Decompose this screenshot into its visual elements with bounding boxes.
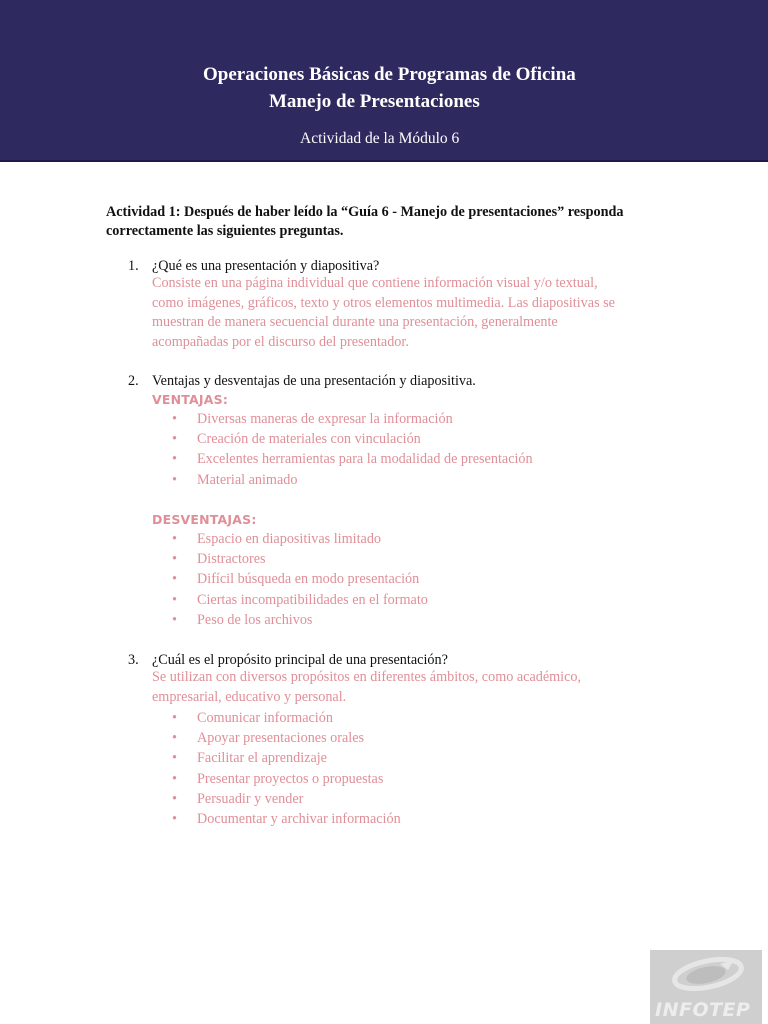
list-item: • Apoyar presentaciones orales <box>172 728 401 748</box>
desventajas-list <box>172 529 428 630</box>
bullet-icon: • <box>172 591 177 608</box>
bullet-icon: • <box>172 571 177 588</box>
list-item: • Creación de materiales con vinculación <box>172 429 533 449</box>
list-item: • Distractores <box>172 549 428 569</box>
question-number: 3. <box>128 652 139 668</box>
header-title-line2: Manejo de Presentaciones <box>269 91 480 112</box>
bullet-icon: • <box>172 451 177 468</box>
question-number: 2. <box>128 373 139 389</box>
bullet-icon: • <box>172 710 177 726</box>
answer-1 <box>152 274 652 352</box>
answer-line: acompañadas por el discurso del presentador. <box>152 333 409 350</box>
bullet-icon: • <box>172 790 177 807</box>
bullet-icon: • <box>172 471 177 488</box>
answer-line: empresarial, educativo y personal. <box>152 688 347 705</box>
bullet-icon: • <box>172 611 177 628</box>
list-item: • Material animado <box>172 470 533 490</box>
answer-line: Se utilizan con diversos propósitos en diferentes ámbitos, como académico, <box>152 669 582 685</box>
bullet-icon: • <box>172 531 177 547</box>
list-item: • Documentar y archivar información <box>172 809 401 829</box>
answer-line: Consiste en una página individual que contiene información visual y/o textual, <box>152 275 598 291</box>
bullet-icon: • <box>172 431 177 448</box>
question-text: ¿Qué es una presentación y diapositiva? <box>152 258 380 274</box>
infotep-logo <box>650 950 762 1024</box>
document-header <box>0 0 768 162</box>
answer-line: muestran de manera secuencial durante una presentación, generalmente <box>152 314 558 330</box>
desventajas-label: DESVENTAJAS: <box>152 512 257 527</box>
list-item: • Comunicar información <box>172 708 401 728</box>
answer-line: como imágenes, gráficos, texto y otros elementos multimedia. Las diapositivas se <box>152 294 615 311</box>
list-item: • Ciertas incompatibilidades en el formato <box>172 590 428 610</box>
bullet-icon: • <box>172 770 177 787</box>
list-item: • Diversas maneras de expresar la información <box>172 409 533 429</box>
question-text: Ventajas y desventajas de una presentación y diapositiva. <box>152 373 476 389</box>
header-subtitle: Actividad de la Módulo 6 <box>300 130 460 147</box>
activity-instruction: Actividad 1: Después de haber leído la “Guía 6 - Manejo de presentaciones” responda correctamente las siguientes preguntas. <box>106 204 624 239</box>
list-item: • Excelentes herramientas para la modalidad de presentación <box>172 449 533 469</box>
list-item: • Difícil búsqueda en modo presentación <box>172 569 428 589</box>
ventajas-label: VENTAJAS: <box>152 392 229 407</box>
answer-3 <box>152 668 652 707</box>
question-text: ¿Cuál es el propósito principal de una presentación? <box>152 652 448 668</box>
list-item: • Peso de los archivos <box>172 610 428 630</box>
header-title-line1: Operaciones Básicas de Programas de Oficina <box>203 64 576 85</box>
ventajas-list <box>172 409 533 490</box>
question-number: 1. <box>128 258 139 274</box>
bullet-icon: • <box>172 551 177 568</box>
list-item: • Presentar proyectos o propuestas <box>172 769 401 789</box>
bullet-icon: • <box>172 730 177 747</box>
list-item: • Espacio en diapositivas limitado <box>172 529 428 549</box>
logo-text: INFOTEP <box>655 999 751 1021</box>
list-item: • Facilitar el aprendizaje <box>172 748 401 768</box>
list-item: • Persuadir y vender <box>172 789 401 809</box>
purpose-list <box>172 708 401 829</box>
bullet-icon: • <box>172 750 177 767</box>
bullet-icon: • <box>172 811 177 828</box>
bullet-icon: • <box>172 411 177 427</box>
